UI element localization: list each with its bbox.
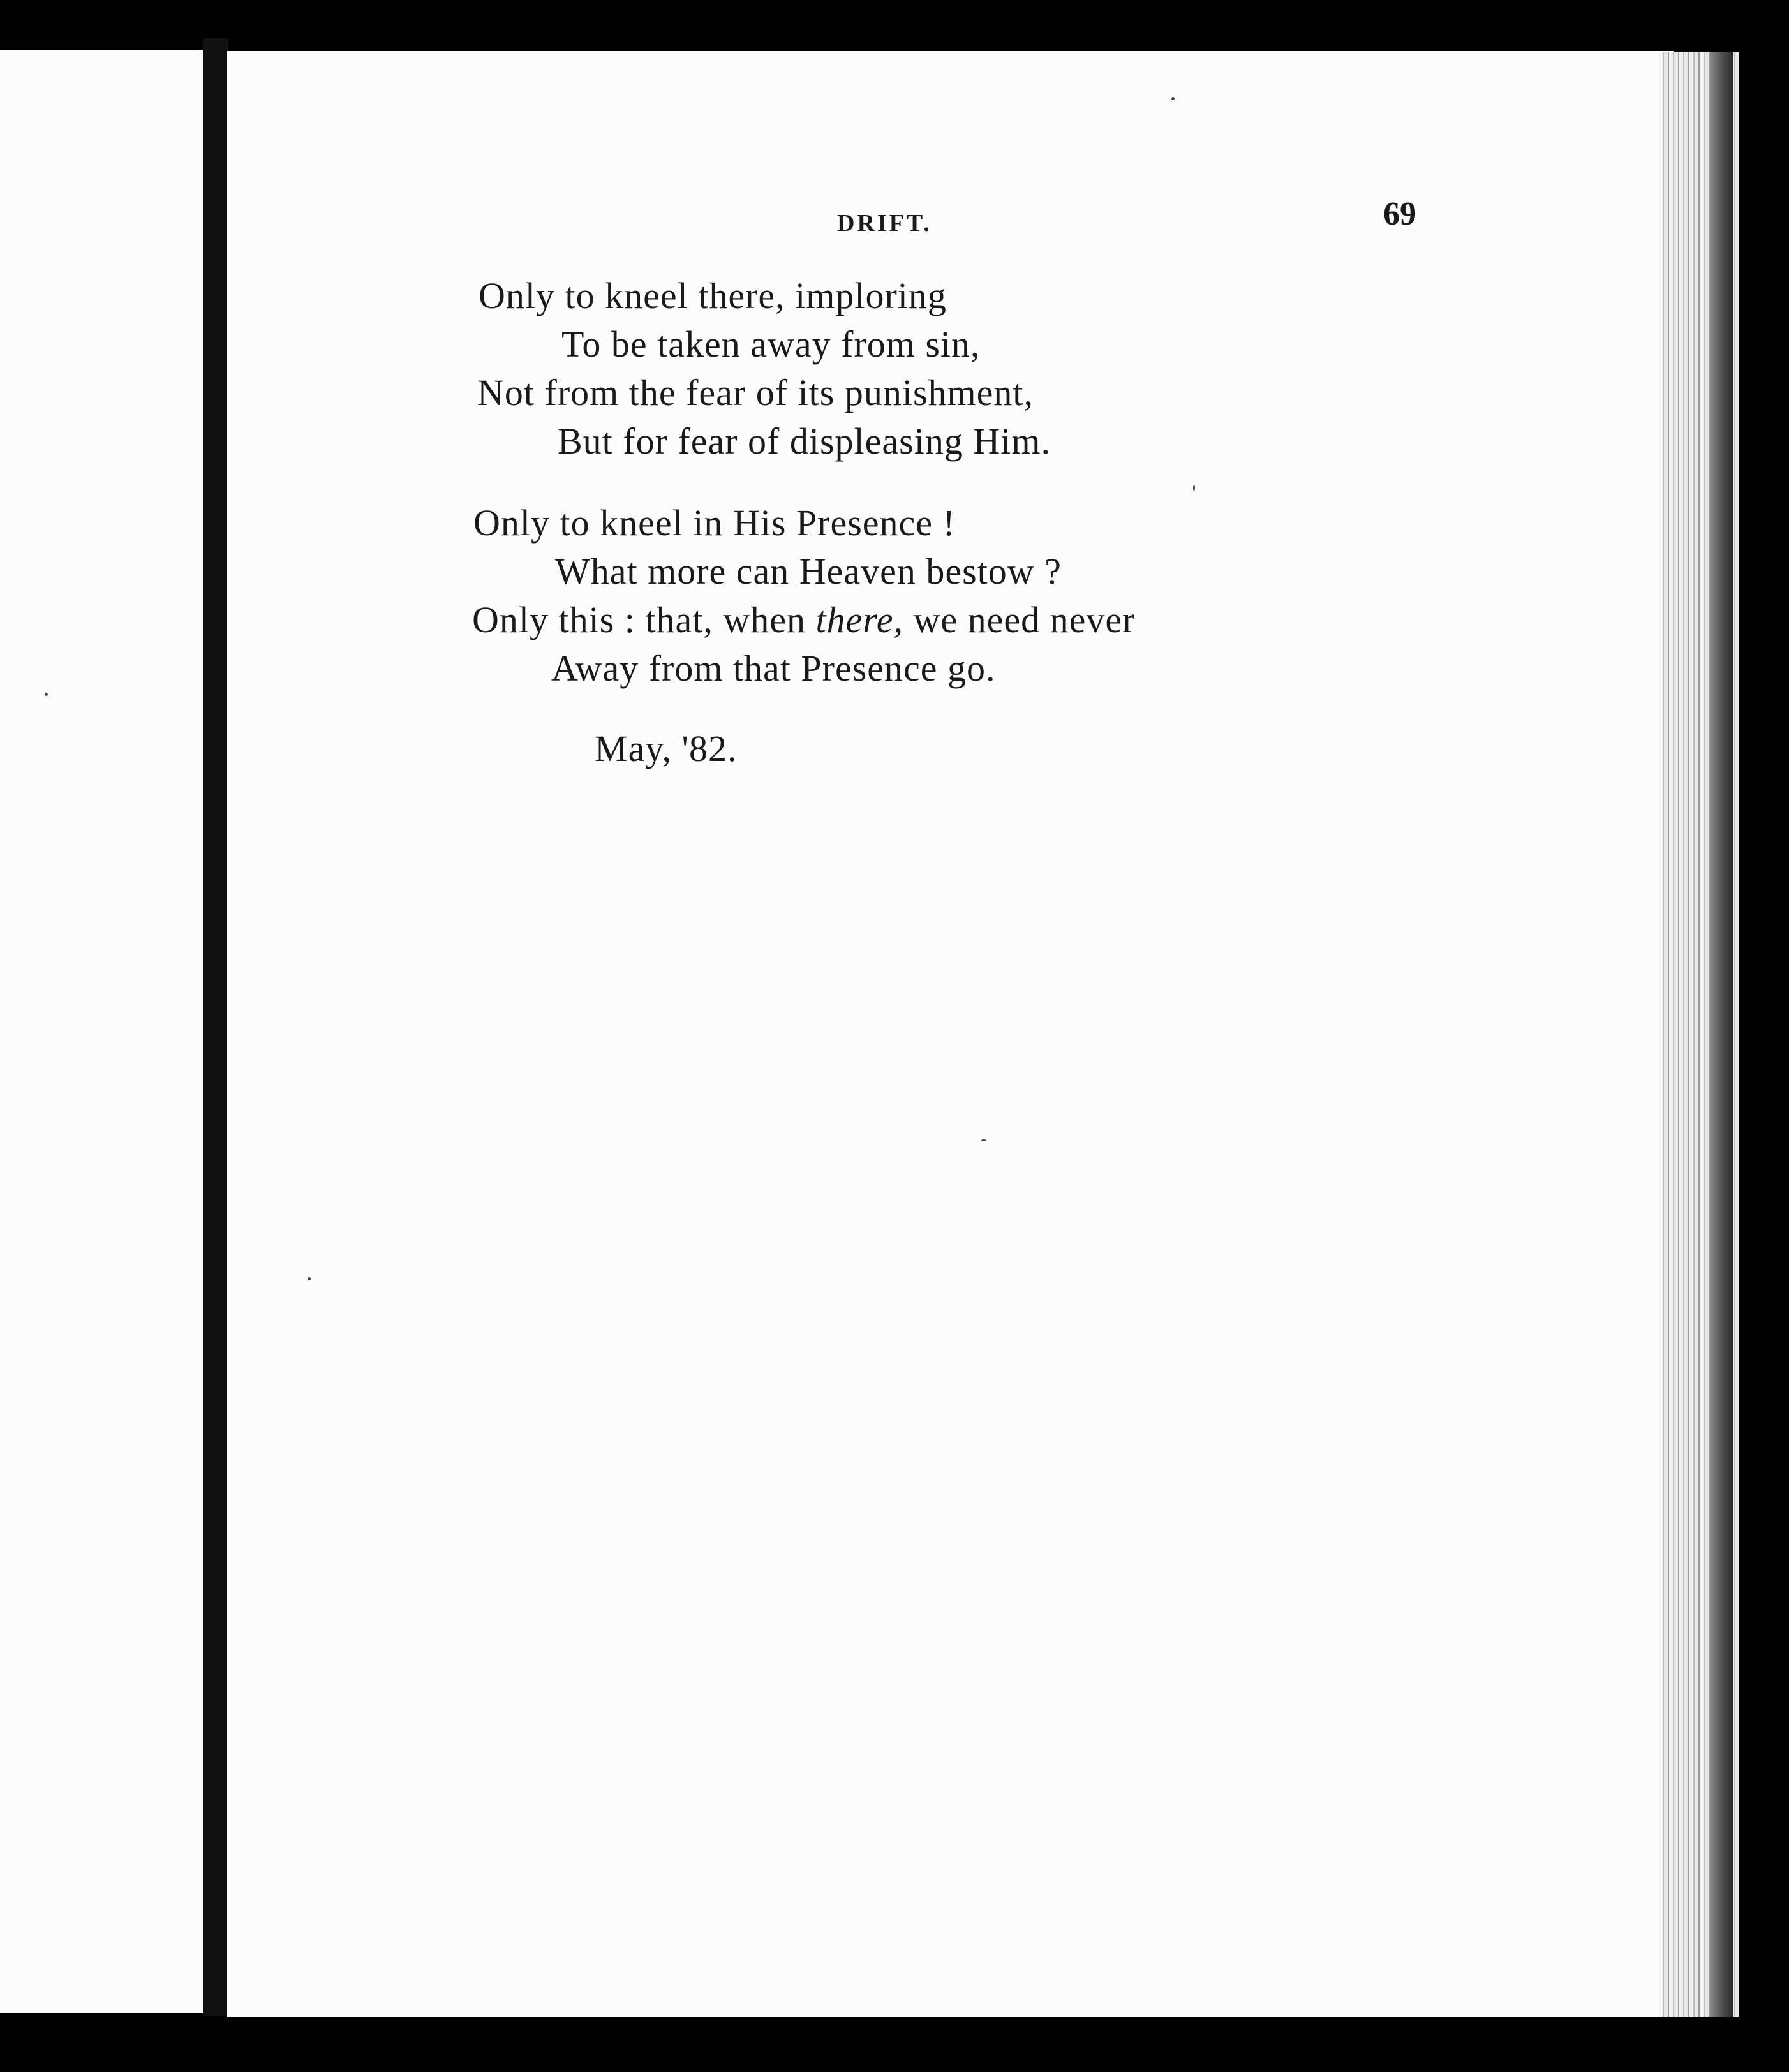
book-cover-edge bbox=[1710, 52, 1733, 2017]
verse-line-with-emphasis bbox=[472, 598, 1135, 641]
verse-text: we need never bbox=[903, 599, 1136, 640]
verse-line: What more can Heaven bestow ? bbox=[555, 551, 1062, 592]
page-number: 69 bbox=[1383, 196, 1416, 232]
verse-line: Only to kneel in His Presence ! bbox=[473, 502, 956, 544]
emphasized-word: there, bbox=[815, 599, 904, 640]
scan-speck bbox=[981, 1139, 986, 1141]
poem-date: May, '82. bbox=[595, 728, 738, 769]
verse-text: Only this : that, when bbox=[472, 599, 816, 640]
running-head: DRIFT. bbox=[837, 210, 932, 237]
previous-page-edge bbox=[0, 50, 203, 2013]
verse-line: But for fear of displeasing Him. bbox=[558, 420, 1051, 462]
verse-line: Away from that Presence go. bbox=[551, 648, 996, 689]
scan-speck bbox=[1171, 97, 1175, 100]
scan-speck bbox=[308, 1277, 311, 1280]
verse-line: Only to kneel there, imploring bbox=[479, 275, 947, 316]
scan-speck bbox=[1193, 485, 1195, 491]
verse-line: Not from the fear of its punishment, bbox=[477, 372, 1034, 413]
scan-speck bbox=[45, 693, 48, 696]
book-gutter bbox=[203, 38, 228, 2016]
verse-line: To be taken away from sin, bbox=[561, 323, 981, 365]
